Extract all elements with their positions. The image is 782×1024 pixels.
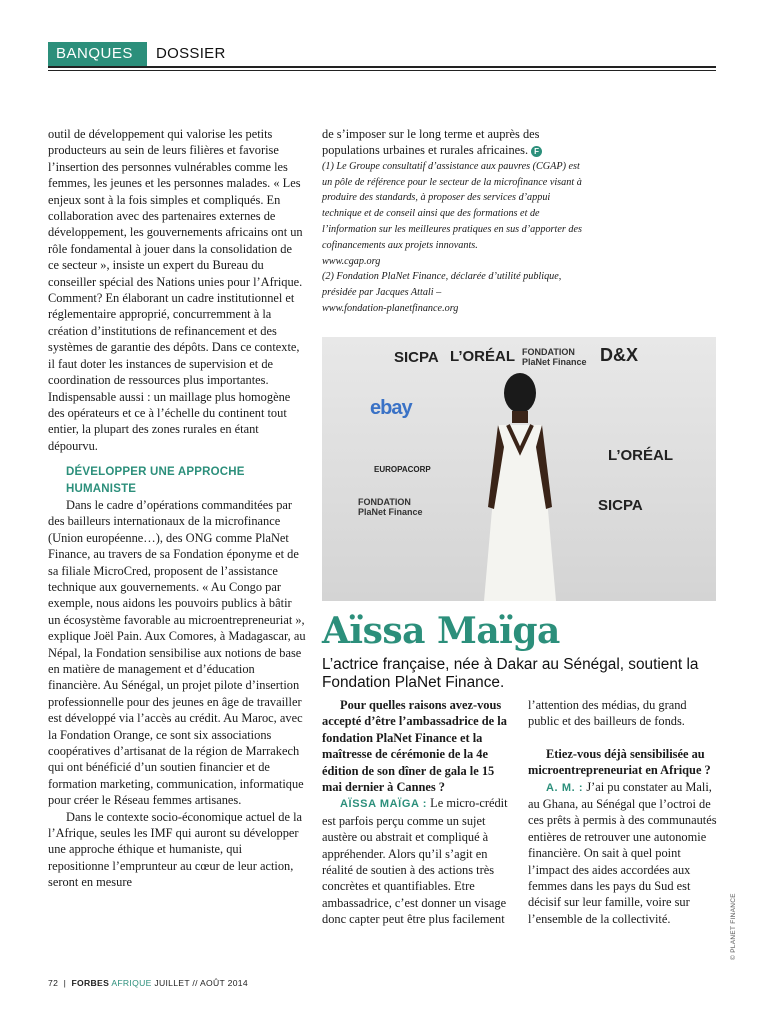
question-2: Etiez-vous déjà sensibilisée au microentrepreneuriat en Afrique ? (528, 746, 711, 778)
footnote-1-url: www.cgap.org (322, 255, 381, 267)
page-header (48, 42, 716, 68)
left-column (48, 126, 306, 891)
footer-brand-accent: AFRIQUE (111, 978, 152, 988)
sponsor-logo: L’ORÉAL (450, 348, 516, 365)
header-rule-thin (48, 70, 716, 71)
footer-separator: | (60, 978, 69, 988)
left-paragraph-3: Dans le contexte socio-économique actuel de la l’Afrique, seules les IMF qui auront su développer une approche éthique et humaniste, qui repositionne l’emprunteur au cœur de leur action, seront en mesure (48, 809, 303, 890)
dossier-label: DOSSIER (156, 45, 226, 62)
answer-1-text: Le micro-crédit est parfois perçu comme un sujet austère ou abstrait et compliqué à appréhender. Alors qu’il s’agit en réalité de soutien à des actions très concrètes et quantifiables. Etre ambassadrice, c’est donner un visage donc capter peut être plus facilement (322, 796, 508, 927)
sponsor-logo: L’ORÉAL (608, 447, 674, 464)
footer-brand: FORBES (71, 978, 110, 988)
sponsor-logo: EUROPACORP (374, 465, 431, 474)
footnote-1: (1) Le Groupe consultatif d’assistance aux pauvres (CGAP) est un pôle de référence pour le secteur de la microfinance visant à produire des standards, à proposer des services d’appui technique et de conseil ainsi que des formations et de l’information sur les meilleures pratiques en sus d’apporter des cofinancements aux projets innovants. (322, 160, 582, 251)
right-paragraph-text: de s’imposer sur le long terme et auprès des populations urbaines et rurales africaines. (322, 127, 540, 158)
end-mark-icon: F (531, 146, 542, 157)
interview-intro: L’actrice française, née à Dakar au Sénégal, soutient la Fondation PlaNet Finance. (322, 656, 699, 692)
sponsor-logo: SICPA (598, 497, 643, 514)
right-column-top (322, 126, 592, 317)
left-paragraph-2: Dans le cadre d’opérations commanditées par des bailleurs internationaux de la microfinance (Union européenne…), des ONG comme PlaNet Finance, au travers de sa Fondation éponyme et de sa filiale MicroCred, proposent de l’assistance technique aux gouvernements. « Au Congo par exemple, nous aidons les pouvoirs publics à bâtir un écosystème favorable au microentrepreneuriat », explique Joël Pain. Aux Comores, à Madagascar, au Népal, la Fondation sensibilise aux notions de base en matière de management et d’éducation financière. Au Sénégal, un projet pilote d’insertion professionnelle pour des jeunes en âge de travailler est développé via l’accès au crédit. Au Maroc, avec la Fondation Orange, ce sont six associations coopératives d’artisanat de la région de Marrakech qui ont bénéficié d’un soutien financier et de formation marketing, communication, informatique pour créer le Réseau femmes artisanes. (48, 497, 306, 808)
page-number: 72 (48, 978, 59, 988)
question-1: Pour quelles raisons avez-vous accepté d’être l’ambassadrice de la fondation PlaNet Finance et la maîtresse de cérémonie de la 4e édition de son dîner de gala le 15 mai dernier à Cannes ? (322, 698, 507, 795)
answer-1-speaker: AÏSSA MAÏGA : (340, 798, 428, 811)
sponsor-logo: FONDATION PlaNet Finance (358, 497, 423, 517)
answer-2-speaker: A. M. : (546, 781, 584, 794)
sponsor-logo: FONDATION PlaNet Finance (522, 347, 587, 367)
sponsor-logo: SICPA (394, 349, 439, 366)
sponsor-logo: D&X (600, 345, 639, 365)
interview-column-2 (528, 697, 718, 927)
right-paragraph-1 (322, 126, 592, 159)
footer-date: JUILLET // AOÛT 2014 (154, 978, 248, 988)
interview-column-1 (322, 697, 512, 928)
photo-credit: © PLANET FINANCE (730, 893, 737, 960)
interviewee-name: Aïssa Maïga (322, 610, 560, 652)
footnote-2-url: www.fondation-planetfinance.org (322, 302, 459, 314)
event-photo (322, 337, 716, 601)
page-footer (48, 978, 248, 988)
header-rule (48, 66, 716, 68)
section-tag: BANQUES (48, 42, 147, 66)
answer-2-text: J’ai pu constater au Mali, au Ghana, au Sénégal que l’octroi de ces prêts à permis à des communautés entières de retrouver une autonomie financière. On sait à quel point l’impact des aides accordées aux femmes dans les pays du Sud est décisif sur leur famille, voire sur l’ensemble de la collectivité. (528, 779, 717, 926)
answer-1-continued: l’attention des médias, du grand public et des bailleurs de fonds. (528, 698, 687, 729)
left-paragraph-1: outil de développement qui valorise les petits producteurs au sein de leurs filières et favorise l’insertion des personnes vulnérables comme les femmes, les jeunes et les personnes malades. « Les enjeux sont à la fois simples et compliqués. En collaboration avec des partenaires externes de développement, les gouvernements africains ont un rôle fondamental à jouer dans la consolidation de ce secteur », insiste un expert du Bureau du conseiller spécial des Nations unies pour l’Afrique. Comment? En élaborant un cadre institutionnel et réglementaire approprié, concurremment à la création d’institutions de refinancement et des systèmes de garantie des dépôts. Dans ce contexte, il faut doter les instances de supervision et de coordination de ressources plus importantes. Indispensable aussi : un maillage plus homogène des opérateurs et ce à l’échelle du continent tout entier, la plupart des zones rurales en étant dépourvu. (48, 127, 303, 453)
answer-2 (528, 779, 718, 928)
person-figure (460, 367, 580, 601)
subheading: DÉVELOPPER UNE APPROCHE HUMANISTE (66, 466, 245, 495)
footnote-2: (2) Fondation PlaNet Finance, déclarée d’utilité publique, présidée par Jacques Attali – (322, 271, 562, 299)
sponsor-logo: ebay (370, 397, 412, 419)
answer-1 (322, 795, 512, 927)
